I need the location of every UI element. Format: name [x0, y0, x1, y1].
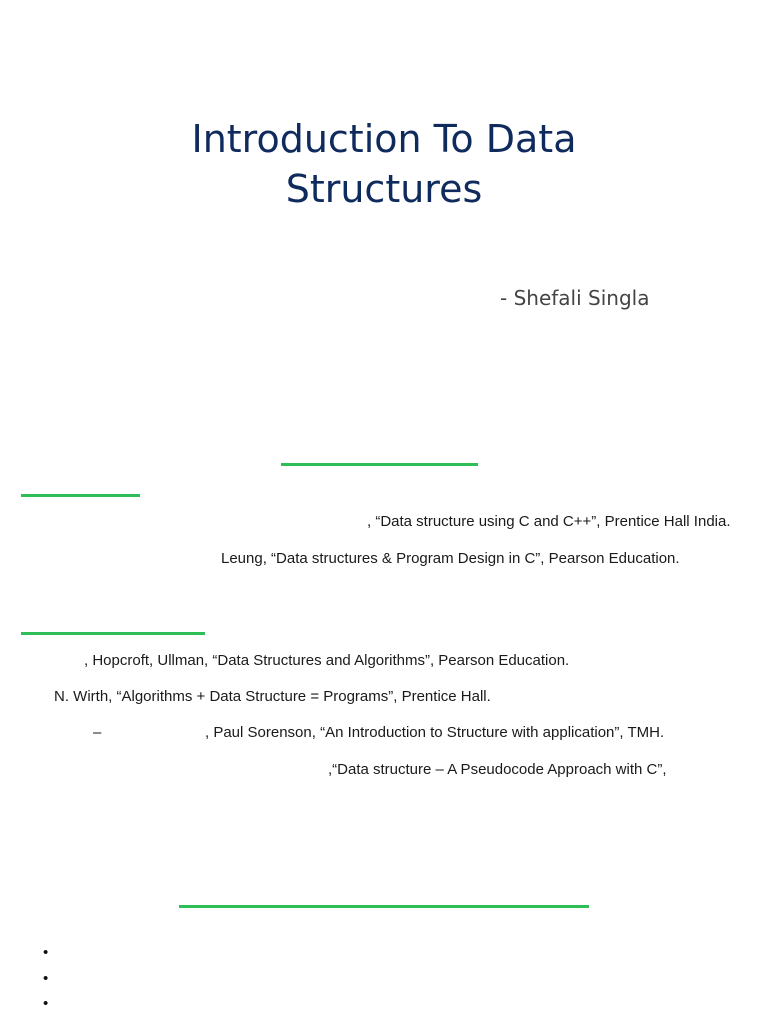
title-line-2: Structures [285, 167, 483, 211]
text-book-item: , “Data structure using C and C++”, Prentice Hall India. [367, 513, 731, 530]
title-line-1: Introduction To Data [191, 117, 577, 161]
reference-book-item: , Paul Sorenson, “An Introduction to Structure with application”, TMH. [205, 724, 665, 741]
reference-book-item: , Hopcroft, Ullman, “Data Structures and Algorithms”, Pearson Education. [84, 652, 570, 669]
bullet-marker: • [43, 995, 49, 1012]
section-underline [179, 905, 589, 908]
page-title [84, 114, 684, 214]
author-name: - Shefali Singla [500, 286, 650, 310]
text-books-underline [21, 494, 140, 497]
text-book-item: Leung, “Data structures & Program Design in C”, Pearson Education. [221, 550, 680, 567]
heading-underline [281, 463, 478, 466]
bullet-marker: • [43, 944, 49, 961]
reference-book-dash: – [93, 724, 102, 741]
reference-book-item: ,“Data structure – A Pseudocode Approach with C”, [328, 761, 667, 778]
reference-book-item: N. Wirth, “Algorithms + Data Structure = Programs”, Prentice Hall. [54, 688, 491, 705]
bullet-marker: • [43, 970, 49, 987]
reference-books-underline [21, 632, 205, 635]
